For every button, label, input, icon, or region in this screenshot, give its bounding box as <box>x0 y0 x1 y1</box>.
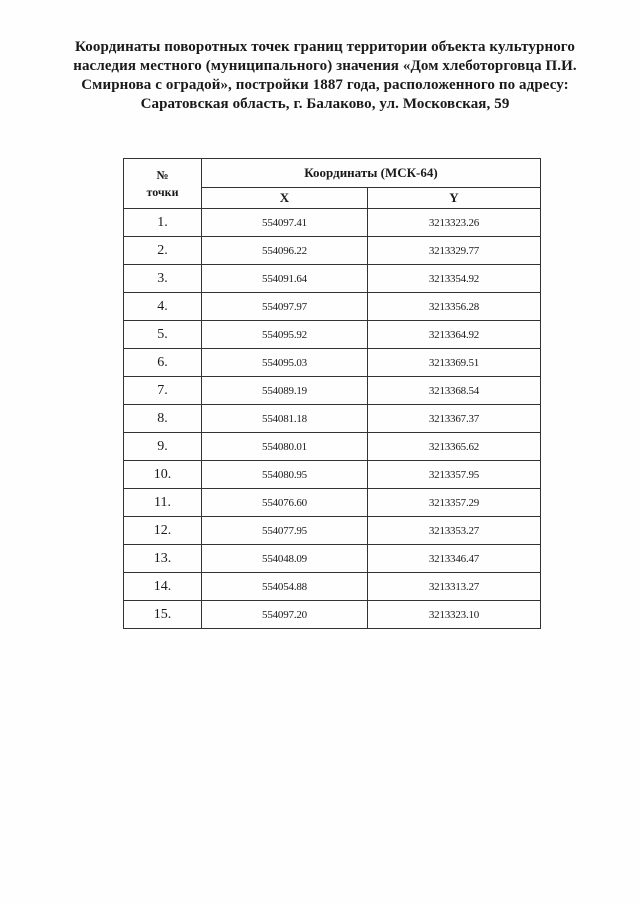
x-coordinate-cell: 554054.88 <box>202 573 368 601</box>
x-coordinate-cell: 554077.95 <box>202 517 368 545</box>
table-row <box>124 517 541 545</box>
coordinates-header: Координаты (МСК-64) <box>202 159 541 188</box>
point-number-cell: 3. <box>124 265 202 293</box>
table-row <box>124 545 541 573</box>
y-coordinate-cell: 3213368.54 <box>368 377 541 405</box>
point-number-cell: 1. <box>124 209 202 237</box>
point-number-cell: 5. <box>124 321 202 349</box>
x-coordinate-cell: 554080.01 <box>202 433 368 461</box>
x-coordinate-cell: 554097.20 <box>202 601 368 629</box>
table-row <box>124 461 541 489</box>
x-column-header: X <box>202 188 368 209</box>
point-number-cell: 6. <box>124 349 202 377</box>
table-row <box>124 321 541 349</box>
point-number-cell: 8. <box>124 405 202 433</box>
point-number-cell: 11. <box>124 489 202 517</box>
point-number-cell: 13. <box>124 545 202 573</box>
table-row <box>124 349 541 377</box>
x-coordinate-cell: 554095.92 <box>202 321 368 349</box>
point-number-cell: 4. <box>124 293 202 321</box>
y-coordinate-cell: 3213357.29 <box>368 489 541 517</box>
y-coordinate-cell: 3213323.10 <box>368 601 541 629</box>
x-coordinate-cell: 554076.60 <box>202 489 368 517</box>
y-coordinate-cell: 3213356.28 <box>368 293 541 321</box>
table-row <box>124 237 541 265</box>
point-number-cell: 9. <box>124 433 202 461</box>
table-row <box>124 433 541 461</box>
title-line-4: Саратовская область, г. Балаково, ул. Московская, 59 <box>140 96 510 112</box>
coordinates-table-body <box>124 209 541 629</box>
x-coordinate-cell: 554048.09 <box>202 545 368 573</box>
table-row <box>124 405 541 433</box>
x-coordinate-cell: 554095.03 <box>202 349 368 377</box>
point-number-cell: 15. <box>124 601 202 629</box>
coordinates-table <box>123 158 541 629</box>
x-coordinate-cell: 554089.19 <box>202 377 368 405</box>
y-coordinate-cell: 3213357.95 <box>368 461 541 489</box>
table-row <box>124 377 541 405</box>
y-coordinate-cell: 3213367.37 <box>368 405 541 433</box>
table-row <box>124 265 541 293</box>
document-title <box>40 38 610 114</box>
title-line-3: Смирнова с оградой», постройки 1887 года, расположенного по адресу: <box>81 77 569 93</box>
y-coordinate-cell: 3213346.47 <box>368 545 541 573</box>
table-row <box>124 601 541 629</box>
point-number-cell: 7. <box>124 377 202 405</box>
y-coordinate-cell: 3213329.77 <box>368 237 541 265</box>
x-coordinate-cell: 554097.41 <box>202 209 368 237</box>
y-coordinate-cell: 3213365.62 <box>368 433 541 461</box>
title-line-1: Координаты поворотных точек границ территории объекта культурного <box>75 39 575 55</box>
x-coordinate-cell: 554096.22 <box>202 237 368 265</box>
y-coordinate-cell: 3213369.51 <box>368 349 541 377</box>
y-column-header: Y <box>368 188 541 209</box>
y-coordinate-cell: 3213313.27 <box>368 573 541 601</box>
point-number-cell: 2. <box>124 237 202 265</box>
point-number-header <box>124 159 202 209</box>
table-row <box>124 209 541 237</box>
y-coordinate-cell: 3213353.27 <box>368 517 541 545</box>
y-coordinate-cell: 3213354.92 <box>368 265 541 293</box>
x-coordinate-cell: 554081.18 <box>202 405 368 433</box>
y-coordinate-cell: 3213323.26 <box>368 209 541 237</box>
point-number-cell: 12. <box>124 517 202 545</box>
table-row <box>124 573 541 601</box>
x-coordinate-cell: 554097.97 <box>202 293 368 321</box>
point-number-header-label: № точки <box>146 167 179 199</box>
point-number-cell: 14. <box>124 573 202 601</box>
table-row <box>124 489 541 517</box>
table-row <box>124 293 541 321</box>
point-number-cell: 10. <box>124 461 202 489</box>
x-coordinate-cell: 554080.95 <box>202 461 368 489</box>
y-coordinate-cell: 3213364.92 <box>368 321 541 349</box>
x-coordinate-cell: 554091.64 <box>202 265 368 293</box>
title-line-2: наследия местного (муниципального) значения «Дом хлеботорговца П.И. <box>73 58 577 74</box>
